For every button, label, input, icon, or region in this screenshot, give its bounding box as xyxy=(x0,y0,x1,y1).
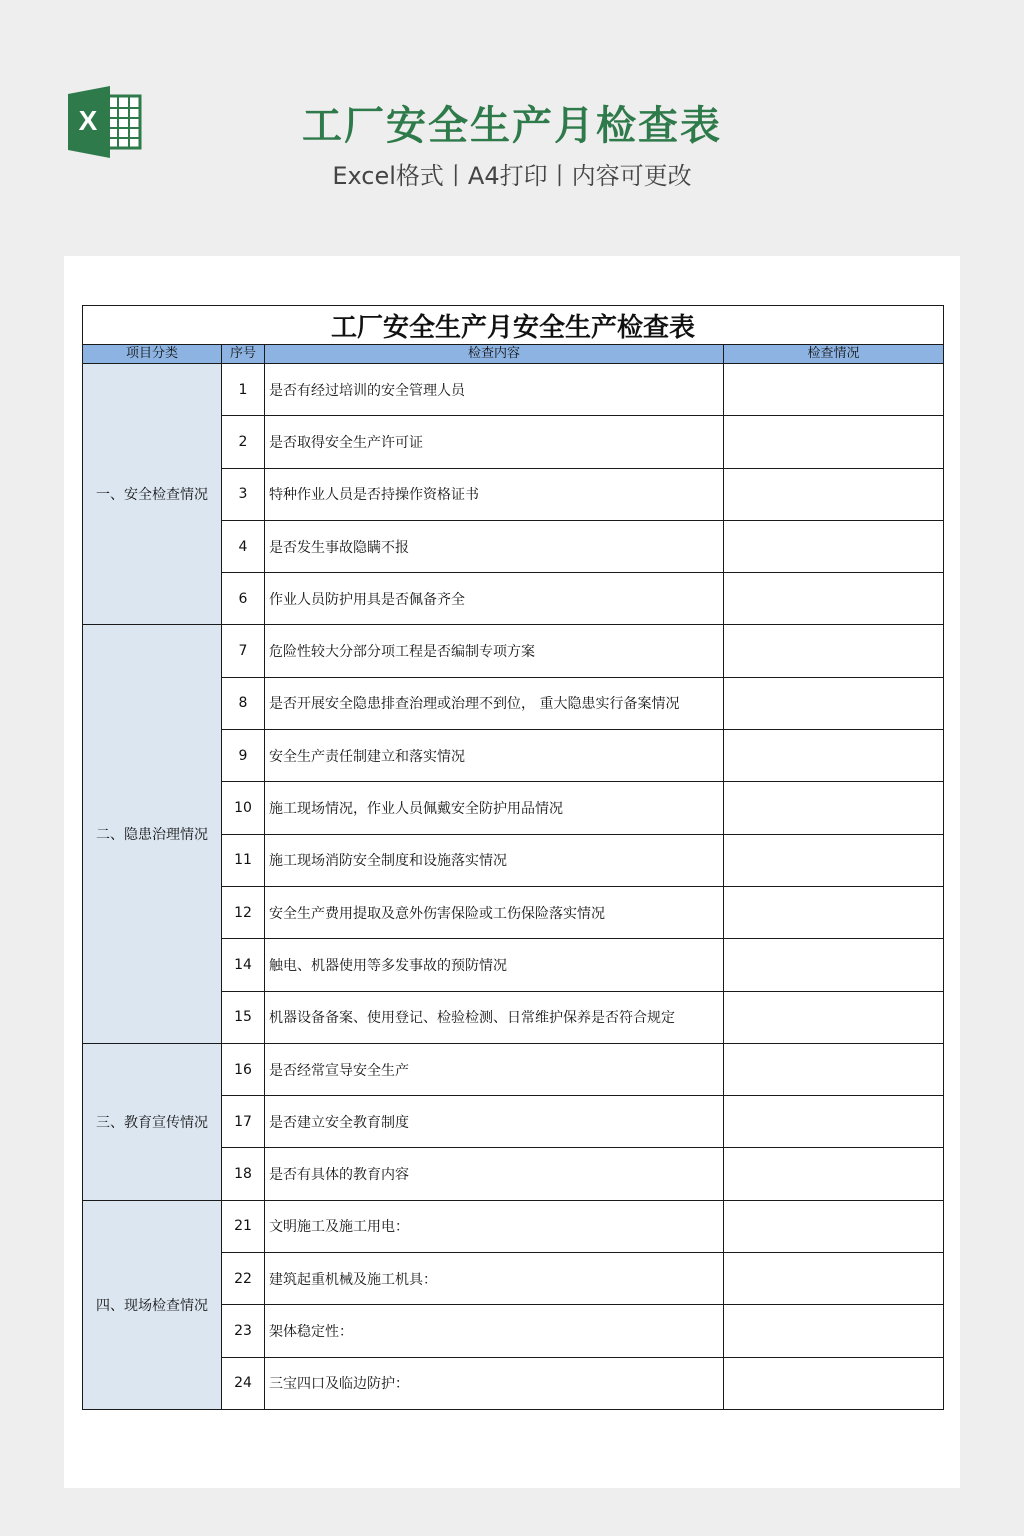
item-number: 10 xyxy=(222,782,265,834)
item-status-cell[interactable] xyxy=(724,1148,944,1200)
item-content: 施工现场情况，作业人员佩戴安全防护用品情况 xyxy=(265,782,724,834)
item-status-cell[interactable] xyxy=(724,886,944,938)
item-content: 作业人员防护用具是否佩备齐全 xyxy=(265,573,724,625)
item-number: 8 xyxy=(222,677,265,729)
item-status-cell[interactable] xyxy=(724,991,944,1043)
item-status-cell[interactable] xyxy=(724,1043,944,1095)
item-number: 18 xyxy=(222,1148,265,1200)
item-number: 23 xyxy=(222,1305,265,1357)
header-content: 检查内容 xyxy=(265,345,724,364)
item-content: 文明施工及施工用电： xyxy=(265,1200,724,1252)
item-content: 是否开展安全隐患排查治理或治理不到位， 重大隐患实行备案情况 xyxy=(265,677,724,729)
table-row xyxy=(83,1043,944,1095)
item-content: 触电、机器使用等多发事故的预防情况 xyxy=(265,939,724,991)
item-status-cell[interactable] xyxy=(724,1357,944,1409)
item-number: 14 xyxy=(222,939,265,991)
item-content: 机器设备备案、使用登记、检验检测、日常维护保养是否符合规定 xyxy=(265,991,724,1043)
item-number: 24 xyxy=(222,1357,265,1409)
item-status-cell[interactable] xyxy=(724,625,944,677)
item-number: 6 xyxy=(222,573,265,625)
item-content: 架体稳定性： xyxy=(265,1305,724,1357)
item-content: 是否发生事故隐瞒不报 xyxy=(265,520,724,572)
item-content: 特种作业人员是否持操作资格证书 xyxy=(265,468,724,520)
item-status-cell[interactable] xyxy=(724,939,944,991)
item-status-cell[interactable] xyxy=(724,1200,944,1252)
category-cell: 三、教育宣传情况 xyxy=(83,1043,222,1200)
item-number: 1 xyxy=(222,364,265,416)
header-number: 序号 xyxy=(222,345,265,364)
item-number: 16 xyxy=(222,1043,265,1095)
item-status-cell[interactable] xyxy=(724,782,944,834)
item-number: 22 xyxy=(222,1253,265,1305)
category-cell: 一、安全检查情况 xyxy=(83,364,222,625)
item-status-cell[interactable] xyxy=(724,364,944,416)
item-number: 2 xyxy=(222,416,265,468)
sheet-title: 工厂安全生产月安全生产检查表 xyxy=(83,306,944,345)
item-content: 是否建立安全教育制度 xyxy=(265,1096,724,1148)
item-status-cell[interactable] xyxy=(724,468,944,520)
item-content: 是否有经过培训的安全管理人员 xyxy=(265,364,724,416)
item-status-cell[interactable] xyxy=(724,1305,944,1357)
category-cell: 四、现场检查情况 xyxy=(83,1200,222,1409)
item-number: 15 xyxy=(222,991,265,1043)
table-row xyxy=(83,625,944,677)
inspection-table xyxy=(82,305,944,1410)
item-status-cell[interactable] xyxy=(724,1253,944,1305)
page-title: 工厂安全生产月检查表 xyxy=(302,103,722,149)
item-content: 是否取得安全生产许可证 xyxy=(265,416,724,468)
category-cell: 二、隐患治理情况 xyxy=(83,625,222,1043)
item-number: 3 xyxy=(222,468,265,520)
table-row xyxy=(83,364,944,416)
item-status-cell[interactable] xyxy=(724,730,944,782)
item-status-cell[interactable] xyxy=(724,520,944,572)
item-status-cell[interactable] xyxy=(724,834,944,886)
item-content: 施工现场消防安全制度和设施落实情况 xyxy=(265,834,724,886)
item-status-cell[interactable] xyxy=(724,1096,944,1148)
item-number: 21 xyxy=(222,1200,265,1252)
item-number: 11 xyxy=(222,834,265,886)
item-content: 安全生产责任制建立和落实情况 xyxy=(265,730,724,782)
item-content: 是否有具体的教育内容 xyxy=(265,1148,724,1200)
item-content: 安全生产费用提取及意外伤害保险或工伤保险落实情况 xyxy=(265,886,724,938)
table-row xyxy=(83,1200,944,1252)
item-number: 7 xyxy=(222,625,265,677)
item-content: 危险性较大分部分项工程是否编制专项方案 xyxy=(265,625,724,677)
item-status-cell[interactable] xyxy=(724,416,944,468)
item-content: 三宝四口及临边防护： xyxy=(265,1357,724,1409)
page-subtitle: Excel格式丨A4打印丨内容可更改 xyxy=(332,162,692,190)
item-number: 12 xyxy=(222,886,265,938)
item-content: 是否经常宣导安全生产 xyxy=(265,1043,724,1095)
item-status-cell[interactable] xyxy=(724,677,944,729)
header-category: 项目分类 xyxy=(83,345,222,364)
item-number: 4 xyxy=(222,520,265,572)
item-content: 建筑起重机械及施工机具： xyxy=(265,1253,724,1305)
item-number: 17 xyxy=(222,1096,265,1148)
excel-logo-letter: X xyxy=(78,105,98,136)
header-status: 检查情况 xyxy=(724,345,944,364)
item-status-cell[interactable] xyxy=(724,573,944,625)
item-number: 9 xyxy=(222,730,265,782)
